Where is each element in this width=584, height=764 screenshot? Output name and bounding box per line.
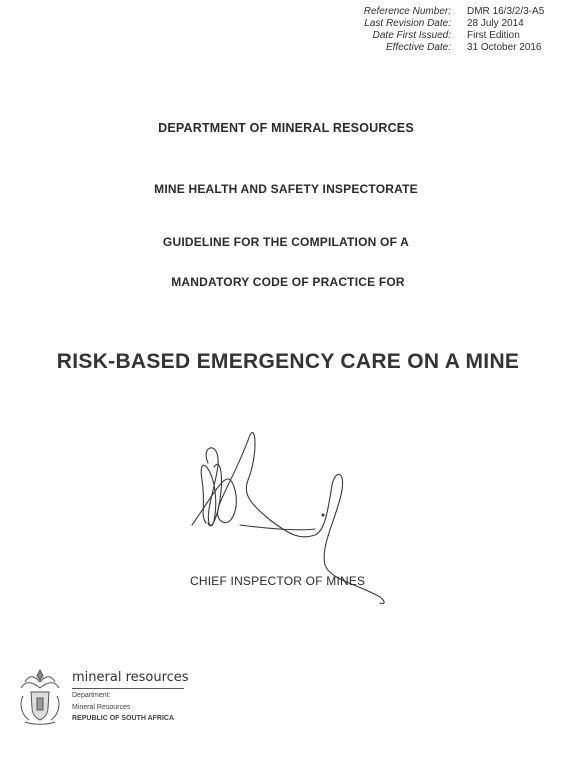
meta-label: Effective Date:	[385, 42, 451, 53]
document-title: RISK-BASED EMERGENCY CARE ON A MINE	[56, 350, 520, 373]
guideline-heading-line1: GUIDELINE FOR THE COMPILATION OF A	[162, 235, 410, 249]
guideline-heading-line2: MANDATORY CODE OF PRACTICE FOR	[171, 275, 405, 289]
coat-of-arms-icon	[15, 666, 65, 726]
logo-line-mineral-resources: Mineral Resources	[72, 703, 131, 711]
meta-label: Last Revision Date:	[364, 18, 451, 29]
document-metadata	[340, 6, 580, 54]
meta-label: Date First Issued:	[372, 30, 451, 41]
meta-row-effective	[340, 42, 580, 54]
meta-value: DMR 16/3/2/3-A5	[467, 6, 545, 17]
meta-value: 31 October 2016	[467, 42, 542, 53]
logo-text	[72, 670, 189, 724]
chief-inspector-label: CHIEF INSPECTOR OF MINES	[190, 574, 366, 588]
meta-value: 28 July 2014	[467, 18, 524, 29]
meta-label: Reference Number:	[363, 6, 451, 17]
meta-row-first-issued	[340, 30, 580, 42]
logo-line-country: REPUBLIC OF SOUTH AFRICA	[72, 715, 175, 722]
logo-brand-name: mineral resources	[72, 670, 184, 689]
department-logo	[15, 666, 189, 726]
meta-row-revision	[340, 18, 580, 30]
inspectorate-heading: MINE HEALTH AND SAFETY INSPECTORATE	[154, 182, 418, 196]
department-heading: DEPARTMENT OF MINERAL RESOURCES	[158, 121, 414, 135]
logo-line-department: Department:	[72, 692, 111, 699]
meta-value: First Edition	[467, 30, 520, 41]
meta-row-reference	[340, 6, 580, 18]
